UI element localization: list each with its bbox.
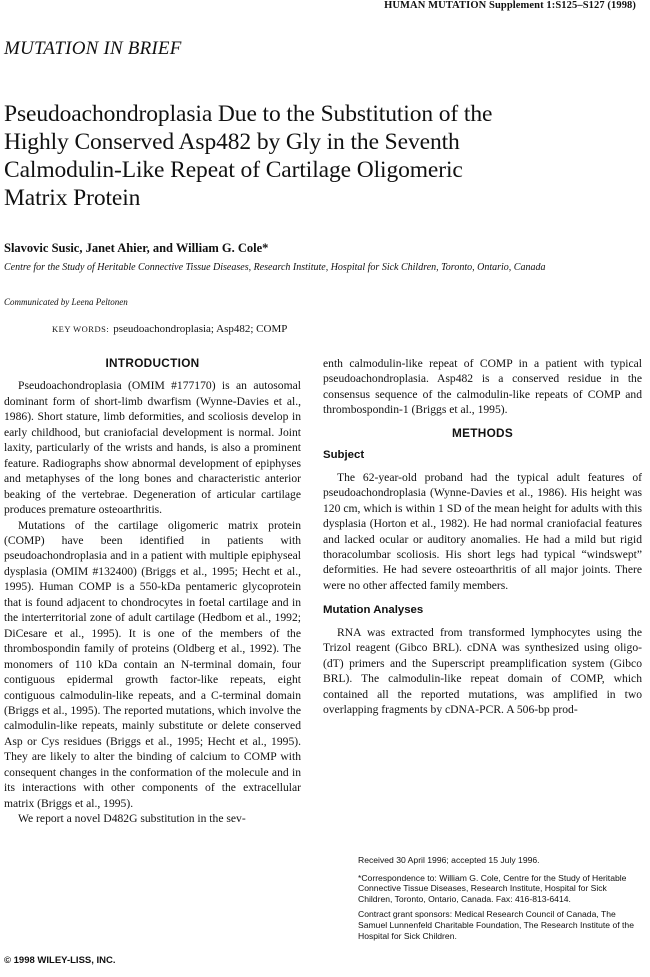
methods-heading: METHODS [451,425,514,440]
received-date: Received 30 April 1996; accepted 15 July 1996. [358,855,540,865]
title-line: Highly Conserved Asp482 by Gly in the Seventh [4,129,460,155]
section-label: MUTATION IN BRIEF [4,38,182,59]
keywords-list: pseudoachondroplasia; Asp482; COMP [113,323,288,335]
author-list: Slavovic Susic, Janet Ahier, and William G. Cole* [4,241,269,255]
left-column [4,356,301,827]
title-line: Pseudoachondroplasia Due to the Substitution of the [4,101,493,127]
title-line: Matrix Protein [4,185,141,211]
title-line: Calmodulin-Like Repeat of Cartilage Oligomeric [4,157,463,183]
intro-paragraph: Pseudoachondroplasia (OMIM #177170) is an autosomal dominant form of short-limb dwarfism (Wynne-Davies et al., 1986). Short stature, limb deformities, and scoliosis develop in early childhood, but craniofacial development is normal. Joint laxity, particularly of the wrists and hands, is also a prominent feature. Radiographs show abnormal development of epiphyses and metaphyses of the long bones and characteristic anterior beaking of the vertebrae. Degeneration of articular cartilage produces premature osteoarthritis. [4,379,301,517]
intro-paragraph: Mutations of the cartilage oligomeric matrix protein (COMP) have been identified in patients with pseudoachondroplasia and in a patient with multiple epiphyseal dysplasia (OMIM #132400) (Briggs et al., 1995; Hecht et al., 1995). Human COMP is a 550-kDa pentameric glycoprotein that is found adjacent to chondrocytes in foetal cartilage and in the interterritorial zone of adult cartilage (Hedbom et al., 1992; DiCesare et al., 1995). It is one of the members of the thrombospondin family of proteins (Oldberg et al., 1992). The monomers of 110 kDa contain an N-terminal domain, four contiguous epidermal growth factor-like repeats, eight contiguous calmodulin-like repeats, and a C-terminal domain (Briggs et al., 1995). The reported mutations, which involve the calmodulin-like repeats, mainly substitute or delete conserved Asp or Cys residues (Briggs et al., 1995; Hecht et al., 1995). They are likely to alter the binding of calcium to COMP with consequent changes in the conformation of the molecule and in its interactions with other components of the extracellular matrix (Briggs et al., 1995). [4,518,301,810]
footnotes [358,855,643,946]
keywords [52,323,287,335]
section-gap [323,593,642,601]
grant-note: Contract grant sponsors: Medical Research Council of Canada, The Samuel Lunnenfeld Charitable Foundation, The Research Institute of the Hospital for Sick Children. [358,909,634,941]
correspondence-note: *Correspondence to: William G. Cole, Centre for the Study of Heritable Connective Tissue Diseases, Research Institute, Hospital for Sick Children, Toronto, Ontario, Canada. Fax: 416-813-6414. [358,872,627,904]
subject-heading: Subject [323,449,365,462]
affiliation: Centre for the Study of Heritable Connective Tissue Diseases, Research Institute, Hospital for Sick Children, Toronto, Ontario, Canada [4,262,546,273]
copyright-footer: © 1998 WILEY-LISS, INC. [4,955,116,966]
intro-paragraph: We report a novel D482G substitution in the sev- [18,812,246,826]
communicated-by: Communicated by Leena Peltonen [4,297,128,307]
right-column [323,356,642,718]
introduction-heading: INTRODUCTION [105,356,200,370]
running-head: HUMAN MUTATION Supplement 1:S125–S127 (1998) [384,0,636,11]
mutation-paragraph: RNA was extracted from transformed lymphocytes using the Trizol reagent (Gibco BRL). cDNA was synthesized using oligo-(dT) primers and the Superscript preamplification system (Gibco BRL). The calmodulin-like repeat domain of COMP, which contained all the reported mutations, was amplified in two overlapping fragments by cDNA-PCR. A 506-bp prod- [323,625,642,717]
intro-paragraph-continued: enth calmodulin-like repeat of COMP in a patient with typical pseudoachondroplasia. Asp482 is a conserved residue in the consensus sequence of the calmodulin-like repeats of COMP and thrombospondin-1 (Briggs et al., 1995). [323,357,642,417]
keywords-label: KEY WORDS: [52,324,110,334]
article-title [4,100,644,212]
mutation-analyses-heading: Mutation Analyses [323,604,424,617]
subject-paragraph: The 62-year-old proband had the typical adult features of pseudoachondroplasia (Wynne-Davies et al., 1986). His height was 120 cm, which is within 1 SD of the mean height for adults with this dysplasia (Horton et al., 1982). He had normal craniofacial features and lacked ocular or auditory anomalies. He had a mild but rigid thoracolumbar scoliosis. His short legs had typical “windswept” deformities. He had severe osteoarthritis of all major joints. There were no other affected family members. [323,470,642,592]
